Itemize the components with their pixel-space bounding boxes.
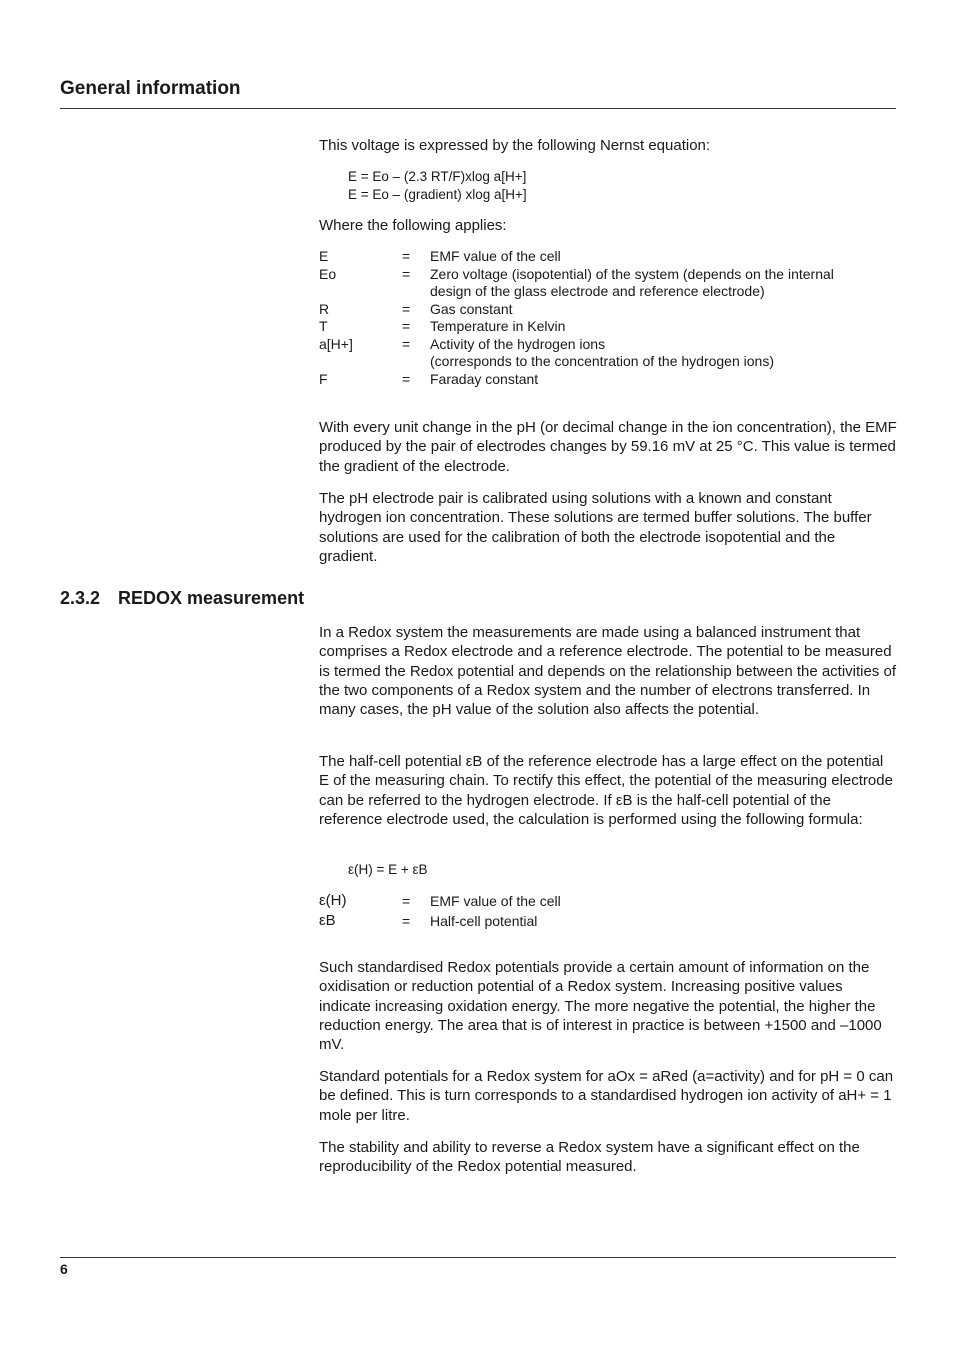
page-header-title: General information [60,78,241,99]
definition-row [319,336,897,354]
definition-description: (corresponds to the concentration of the hydrogen ions) [430,353,774,369]
closing-paragraph-2: Standard potentials for a Redox system for aOx = aRed (a=activity) and for pH = 0 can be defined. This is turn corresponds to a standardised hydrogen ion activity of aH+ = 1 mole per litre. [319,1068,894,1124]
definition-equals: = [402,335,411,352]
definition-row [319,318,897,336]
nernst-equation-1: E = Eo – (2.3 RT/F)xlog a[H+] [348,169,527,184]
header-divider [60,108,896,109]
closing-paragraph-3: The stability and ability to reverse a Redox system have a significant effect on the reproducibility of the Redox potential measured. [319,1139,860,1176]
definition-equals: = [402,300,411,317]
section-number: 2.3.2 [60,588,101,608]
footer-divider [60,1257,896,1258]
definition-equals: = [402,318,411,334]
definition-symbol: ε(H) [319,892,347,909]
definition-symbol: T [319,318,328,334]
definition-symbol: F [319,370,328,387]
nernst-equation-2: E = Eo – (gradient) xlog a[H+] [348,187,527,202]
definition-description: Activity of the hydrogen ions [430,335,606,352]
definition-description: EMF value of the cell [430,893,561,909]
redox-formula [348,861,428,879]
section-heading [60,588,304,609]
closing-paragraph-1: Such standardised Redox potentials provide a certain amount of information on the oxidisation or reduction potential of a Redox system. Increasing positive values indicate increasing oxidation energy. The more negative the potential, the higher the reduction energy. The area that is of interest in practice is between +1500 and –1000 mV. [319,959,882,1054]
definition-row [319,371,897,389]
definition-equals: = [402,370,411,387]
definition-row [319,301,897,319]
nernst-definitions-table [319,248,897,388]
definition-symbol: E [319,248,329,264]
redox-definitions-table [319,891,897,931]
definition-symbol: a[H+] [319,335,353,352]
definition-equals: = [402,913,411,929]
definition-row [319,353,897,371]
definition-description: Faraday constant [430,370,539,387]
redox-formula-text: ε(H) = E + εB [348,862,428,877]
intro-text: This voltage is expressed by the following Nernst equation: [319,137,711,154]
definition-equals: = [402,893,411,909]
where-text: Where the following applies: [319,217,507,234]
definition-description: EMF value of the cell [430,248,561,264]
definition-row [319,248,897,266]
calibration-paragraph: The pH electrode pair is calibrated using solutions with a known and constant hydrogen ion concentration. These solutions are termed buffer solutions. The buffer solutions are used for the calibration of both the electrode isopotential and the gradient. [319,490,872,565]
definition-description: design of the glass electrode and reference electrode) [430,283,765,299]
definition-description: Zero voltage (isopotential) of the system (depends on the internal [430,265,834,282]
definition-description: Gas constant [430,300,513,317]
gradient-paragraph: With every unit change in the pH (or decimal change in the ion concentration), the EMF produced by the pair of electrodes changes by 59.16 mV at 25 °C. This value is termed the gradient of the electrode. [319,419,897,475]
definition-description: Temperature in Kelvin [430,318,566,334]
definition-symbol: εB [319,912,336,929]
definition-equals [402,283,430,301]
page-number: 6 [60,1261,68,1277]
definition-row [319,283,897,301]
redox-paragraph-2: The half-cell potential εB of the reference electrode has a large effect on the potential E of the measuring chain. To rectify this effect, the potential of the measuring electrode can be referred to the hydrogen electrode. If εB is the half-cell potential of the reference electrode used, the calculation is performed using the following formula: [319,753,893,828]
definition-equals: = [402,265,411,282]
definition-symbol [319,283,402,301]
definition-row [319,891,897,911]
definition-equals [402,353,430,371]
definition-symbol: Eo [319,265,337,282]
section-title: REDOX measurement [118,588,305,608]
redox-paragraph-1: In a Redox system the measurements are made using a balanced instrument that comprises a Redox electrode and a reference electrode. The potential to be measured is termed the Redox potential and depends on the relationship between the activities of the two components of a Redox system and the number of electrons transferred. In many cases, the pH value of the solution also affects the potential. [319,624,897,719]
definition-symbol [319,353,402,371]
definition-description: Half-cell potential [430,913,538,929]
definition-row [319,911,897,931]
definition-equals: = [402,248,411,264]
definition-row [319,266,897,284]
nernst-equations [348,168,527,204]
definition-symbol: R [319,300,330,317]
